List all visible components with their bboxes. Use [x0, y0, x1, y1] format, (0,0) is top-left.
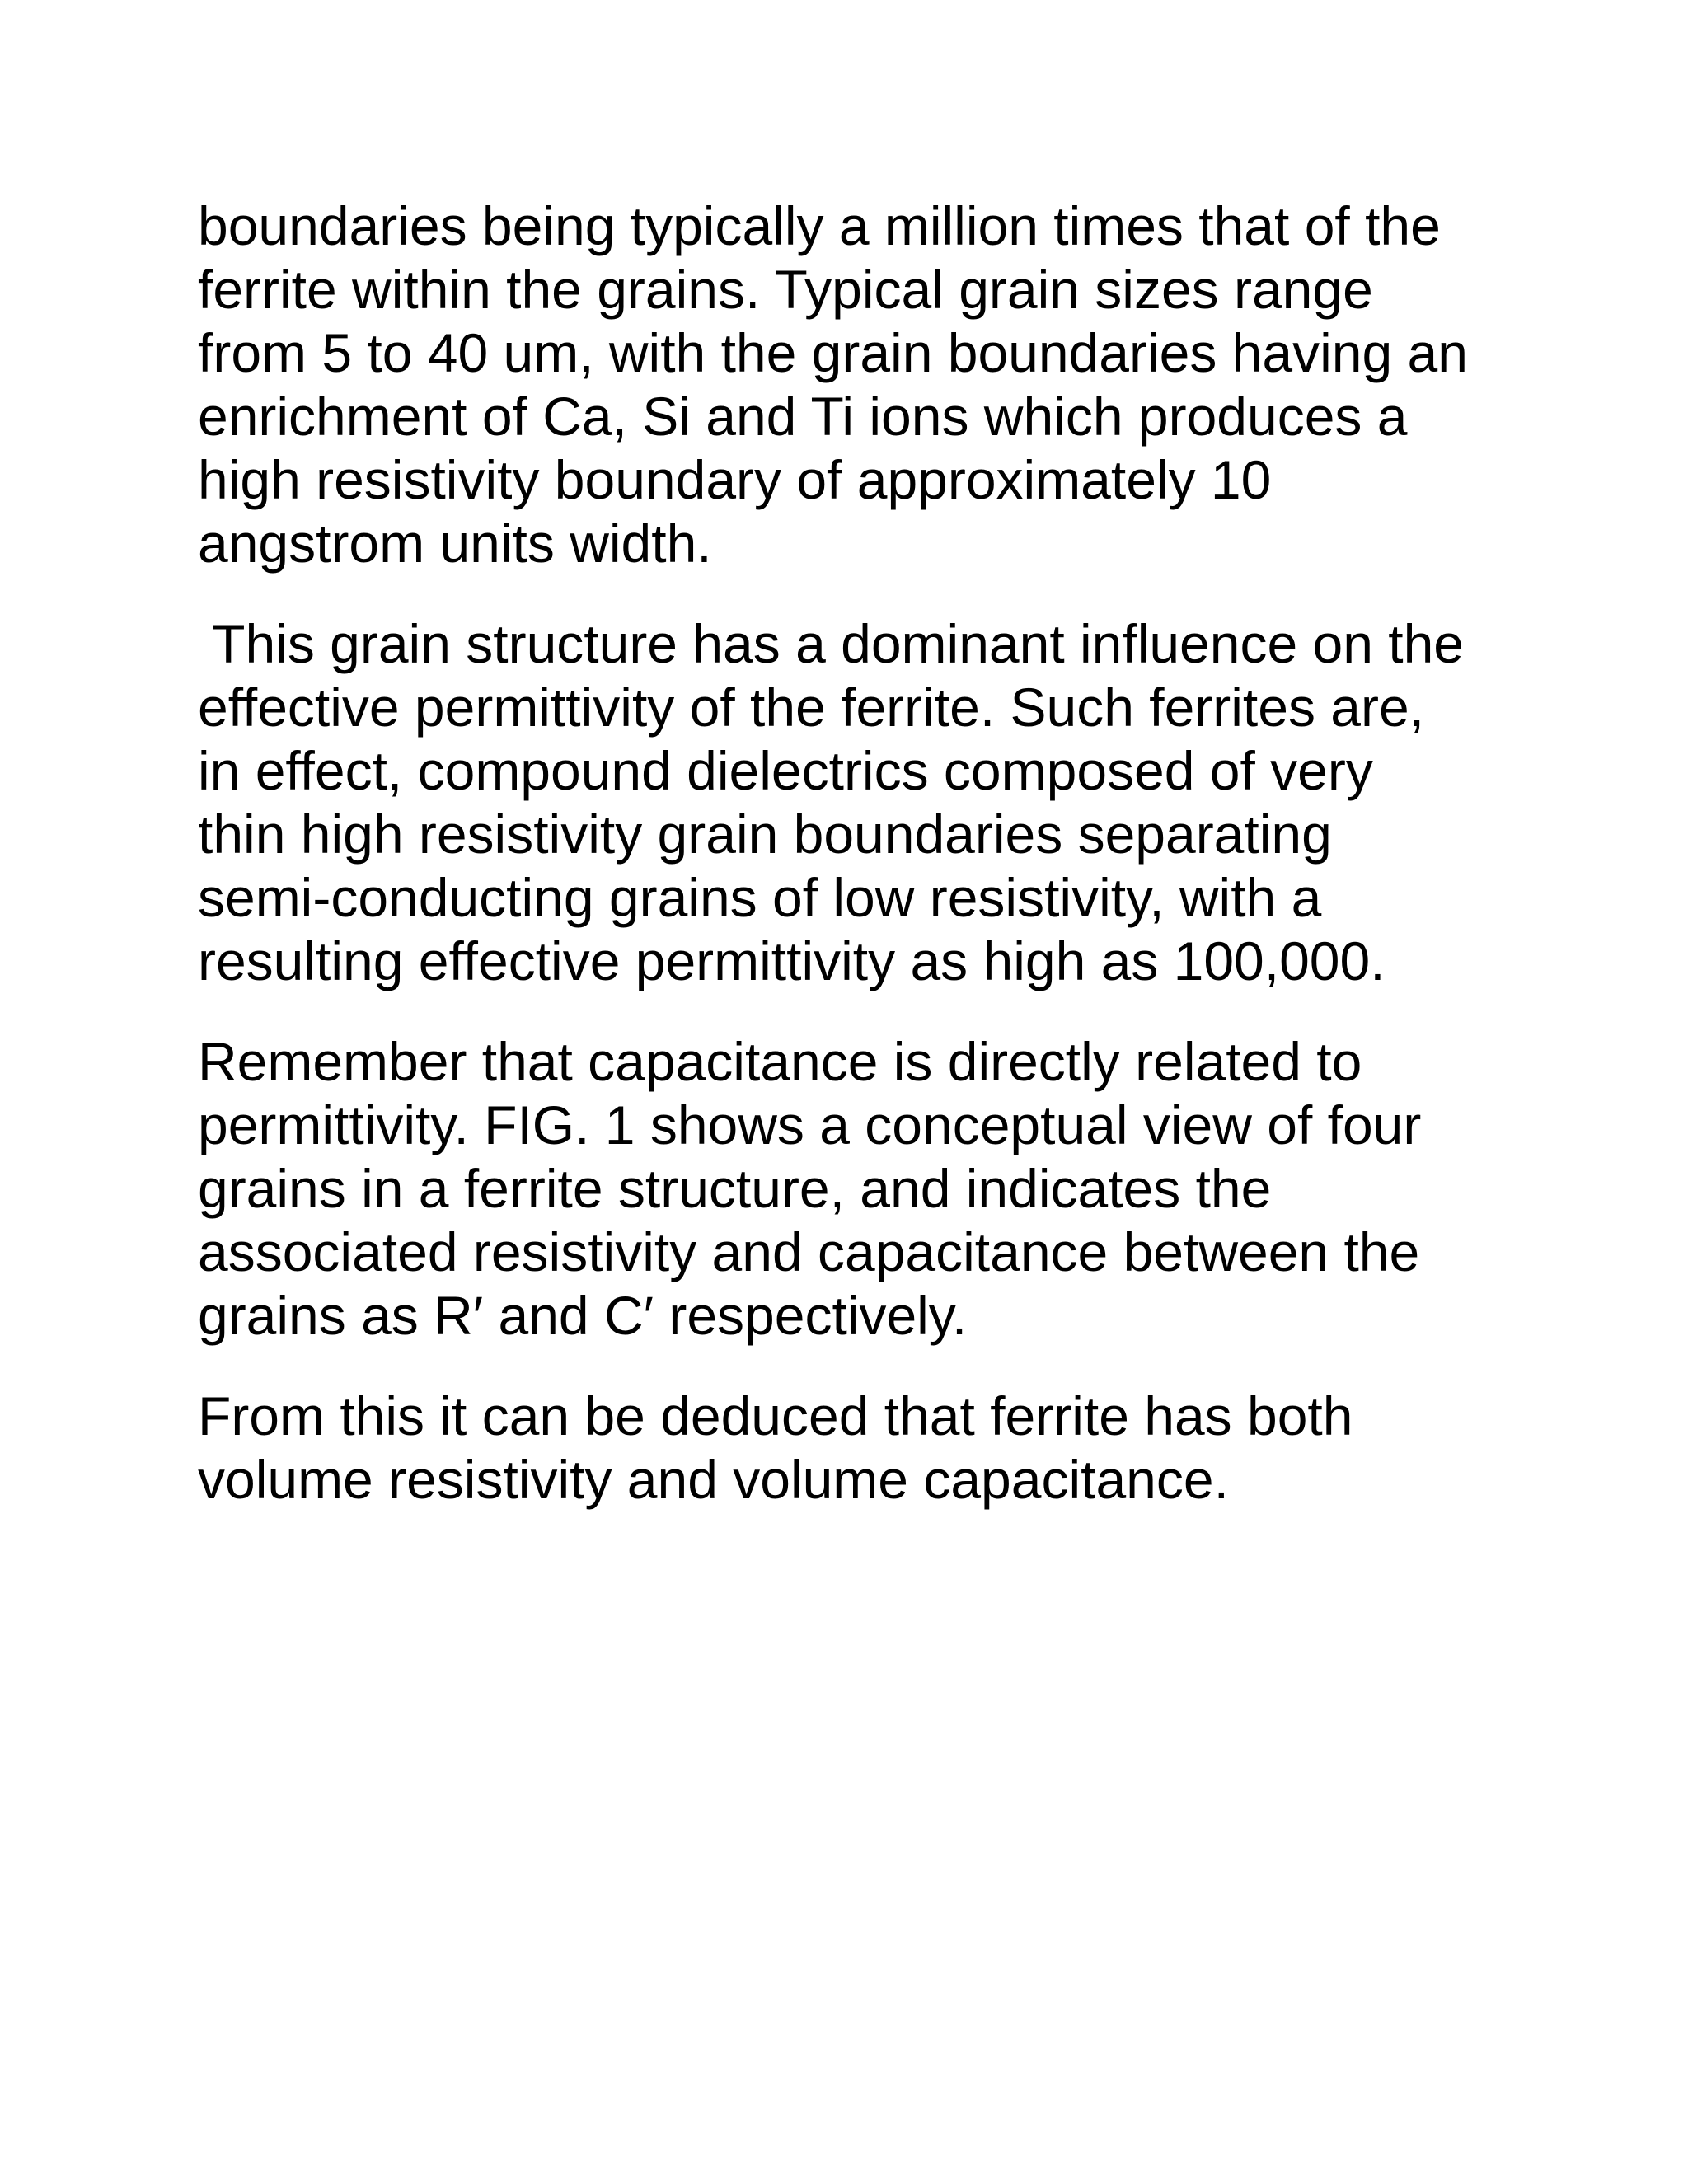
text-line: semi-conducting grains of low resistivity, with a: [198, 867, 1322, 928]
text-line: grains in a ferrite structure, and indicates the: [198, 1158, 1272, 1219]
text-line: volume resistivity and volume capacitance.: [198, 1449, 1229, 1510]
text-line: ferrite within the grains. Typical grain sizes range: [198, 259, 1373, 320]
text-line: grains as R′ and C′ respectively.: [198, 1285, 968, 1346]
text-line: thin high resistivity grain boundaries separating: [198, 804, 1332, 865]
text-line: from 5 to 40 um, with the grain boundaries having an: [198, 322, 1468, 383]
text-line: From this it can be deduced that ferrite has both: [198, 1385, 1353, 1446]
text-line: resulting effective permittivity as high as 100,000.: [198, 930, 1386, 991]
text-line: associated resistivity and capacitance between the: [198, 1221, 1420, 1282]
paragraph-permittivity: [198, 612, 1517, 993]
text-line: boundaries being typically a million times that of the: [198, 195, 1441, 256]
paragraph-grain-boundaries: [198, 194, 1517, 575]
paragraph-capacitance: [198, 1030, 1517, 1347]
paragraph-conclusion: [198, 1385, 1517, 1511]
text-line: effective permittivity of the ferrite. Such ferrites are,: [198, 677, 1425, 738]
text-line: Remember that capacitance is directly related to: [198, 1031, 1362, 1092]
text-line: enrichment of Ca, Si and Ti ions which produces a: [198, 386, 1408, 447]
text-line: angstrom units width.: [198, 513, 712, 574]
text-line: This grain structure has a dominant influence on the: [198, 613, 1465, 674]
text-line: permittivity. FIG. 1 shows a conceptual view of four: [198, 1094, 1422, 1155]
body-text: [198, 194, 1517, 1511]
text-line: high resistivity boundary of approximately 10: [198, 449, 1272, 510]
text-line: in effect, compound dielectrics composed of very: [198, 740, 1373, 801]
